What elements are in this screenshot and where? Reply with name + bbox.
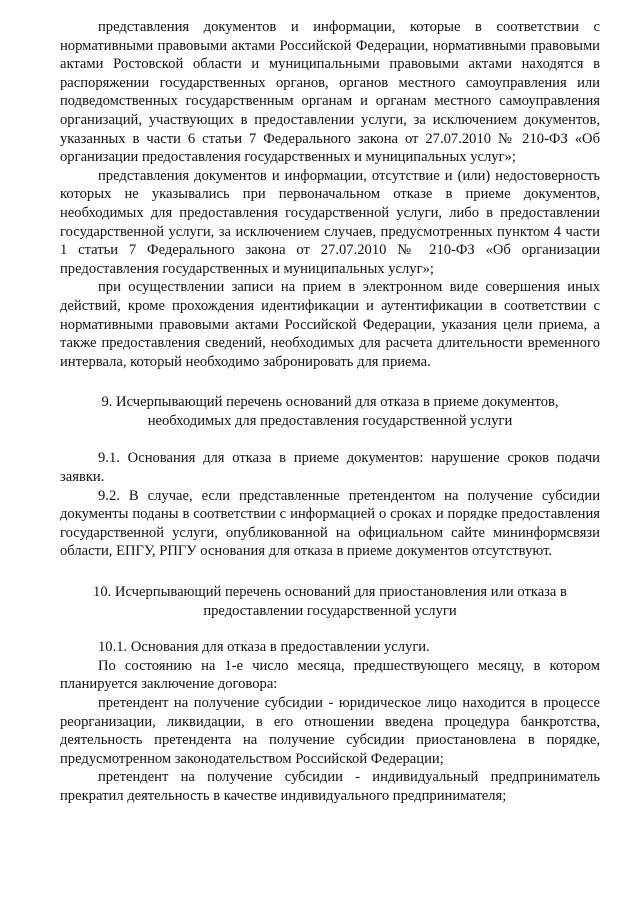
- document-page: [60, 18, 600, 806]
- paragraph-9-1: 9.1. Основания для отказа в приеме документов: нарушение сроков подачи заявки.: [60, 450, 600, 486]
- section-9-heading-line-2: необходимых для предоставления государственной услуги: [147, 412, 513, 429]
- paragraph-electronic-appointment: при осуществлении записи на прием в электронном виде совершения иных действий, кроме прохождения идентификации и аутентификации в соответствии с нормативными правовыми актами Российской Федерации, указания цели приема, а также предоставления сведений, необходимых для расчета длительности временного интервала, который необходимо забронировать для приема.: [60, 279, 600, 370]
- paragraph-10-2: По состоянию на 1-е число месяца, предшествующего месяцу, в котором планируется заключение договора:: [60, 657, 600, 693]
- paragraph-10-4: претендент на получение субсидии - индивидуальный предприниматель прекратил деятельность в качестве индивидуального предпринимателя;: [60, 769, 600, 804]
- section-10-heading-line-1: 10. Исчерпывающий перечень оснований для приостановления или отказа в: [93, 584, 567, 601]
- paragraph-documents-info: представления документов и информации, которые в соответствии с нормативными правовыми актами Российской Федерации, нормативными правовыми актами Ростовской области и муниципальными правовыми актами находятся в распоряжении государственных органов, органов местного самоуправления или подведомственных государственным органам и органам местного самоуправления организаций, участвующих в предоставлении услуги, за исключением документов, указанных в части 6 статьи 7 Федерального закона от 27.07.2010 № 210-ФЗ «Об организации предоставления государственных и муниципальных услуг»;: [60, 19, 600, 166]
- paragraph-unreliable-documents: представления документов и информации, отсутствие и (или) недостоверность которых не указывались при первоначальном отказе в приеме документов, необходимых для предоставления государственной услуги, либо в предоставлении государственной услуги, за исключением случаев, предусмотренных пунктом 4 части 1 статьи 7 Федерального закона от 27.07.2010 № 210-ФЗ «Об организации предоставления государственных и муниципальных услуг»;: [60, 167, 600, 277]
- paragraph-9-2: 9.2. В случае, если представленные претендентом на получение субсидии документы поданы в соответствии с информацией о сроках и порядке предоставления государственной услуги, опубликованной на официальном сайте мининформсвязи области, ЕПГУ, РПГУ основания для отказа в приеме документов отсутствуют.: [60, 487, 600, 560]
- section-gap: [60, 561, 600, 583]
- section-9-heading-line-1: 9. Исчерпывающий перечень оснований для отказа в приеме документов,: [101, 394, 559, 411]
- section-gap: [60, 430, 600, 449]
- section-9-heading: [60, 393, 600, 430]
- section-gap: [60, 620, 600, 638]
- paragraph-10-1: 10.1. Основания для отказа в предоставлении услуги.: [98, 639, 430, 656]
- section-10-heading: [60, 583, 600, 620]
- section-10-heading-line-2: предоставлении государственной услуги: [203, 602, 457, 619]
- section-gap: [60, 371, 600, 393]
- paragraph-10-3: претендент на получение субсидии - юридическое лицо находится в процессе реорганизации, ликвидации, в его отношении введена процедура банкротства, деятельность претендента на получение субсидии приостановлена в порядке, предусмотренном законодательством Российской Федерации;: [60, 695, 600, 767]
